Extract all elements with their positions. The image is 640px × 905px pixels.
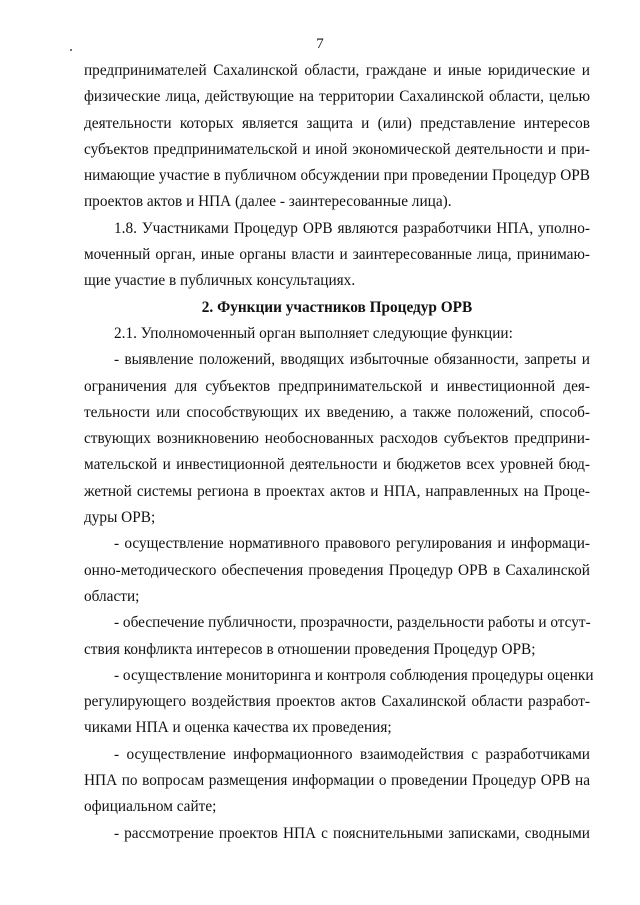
text-line: НПА по вопросам размещения информации о проведении Процедур ОРВ на	[84, 772, 590, 790]
text-line: щие участие в публичных консультациях.	[84, 272, 356, 290]
section-heading: 2. Функции участников Процедур ОРВ	[201, 298, 473, 316]
text-line: ствующих возникновению необоснованных расходов субъектов предприни-	[84, 430, 590, 448]
document-body	[84, 58, 594, 847]
text-line: физические лица, действующие на территории Сахалинской области, целью	[84, 88, 590, 106]
text-line: жетной системы региона в проектах актов и НПА, направленных на Проце-	[84, 482, 590, 500]
text-line: чиками НПА и оценка качества их проведения;	[84, 719, 392, 737]
text-line: моченный орган, иные органы власти и заинтересованные лица, принимаю-	[84, 246, 590, 264]
text-line: проектов актов и НПА (далее - заинтересованные лица).	[84, 193, 452, 211]
text-line: - осуществление нормативного правового регулирования и информаци-	[114, 535, 590, 553]
text-line: области;	[84, 587, 140, 605]
text-line: дуры ОРВ;	[84, 509, 156, 527]
text-line: - обеспечение публичности, прозрачности, раздельности работы и отсут-	[114, 614, 591, 632]
text-line: регулирующего воздействия проектов актов Сахалинской области разработ-	[84, 693, 590, 711]
text-line: мательской и инвестиционной деятельности и бюджетов всех уровней бюд-	[84, 456, 590, 474]
text-line: предпринимателей Сахалинской области, граждане и иные юридические и	[84, 62, 590, 79]
text-line: ограничения для субъектов предпринимательской и инвестиционной дея-	[84, 377, 590, 395]
text-line: 1.8. Участниками Процедур ОРВ являются разработчики НПА, уполно-	[114, 219, 590, 237]
text-line: субъектов предпринимательской и иной экономической деятельности и при-	[84, 140, 590, 158]
text-line: тельности или способствующих их введению, а также положений, способ-	[84, 403, 590, 421]
text-line: нимающие участие в публичном обсуждении при проведении Процедур ОРВ	[84, 167, 590, 185]
text-line: онно-методического обеспечения проведения Процедур ОРВ в Сахалинской	[84, 561, 590, 579]
text-line: 2.1. Уполномоченный орган выполняет следующие функции:	[114, 324, 513, 342]
text-line: официальном сайте;	[84, 798, 217, 816]
scan-speck	[70, 49, 72, 51]
text-line: ствия конфликта интересов в отношении проведения Процедур ОРВ;	[84, 640, 536, 658]
page-number: 7	[316, 36, 324, 52]
text-line: деятельности которых является защита и (или) представление интересов	[84, 114, 590, 132]
text-line: - осуществление информационного взаимодействия с разработчиками	[114, 745, 590, 763]
text-line: - осуществление мониторинга и контроля соблюдения процедуры оценки	[114, 666, 594, 684]
text-line: - выявление положений, вводящих избыточные обязанности, запреты и	[114, 351, 590, 369]
text-line: - рассмотрение проектов НПА с пояснительными записками, сводными	[114, 824, 590, 842]
